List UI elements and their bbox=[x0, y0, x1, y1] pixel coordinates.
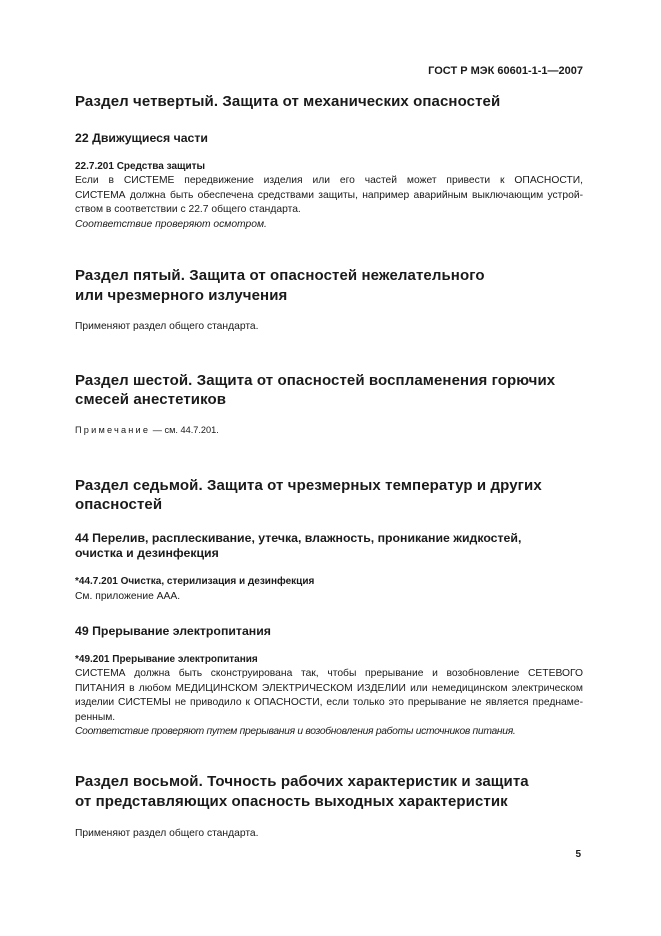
subclause-44-7-201-title: *44.7.201 Очистка, стерилизация и дезинфекция bbox=[75, 576, 315, 587]
section-8-title-line2: от представляющих опасность выходных характеристик bbox=[75, 793, 508, 810]
para-line: СИСТЕМА должна быть обеспечена средствами защиты, например аварийным выключающим устрой- bbox=[75, 189, 583, 201]
section-8-title-line1: Раздел восьмой. Точность рабочих характеристик и защита bbox=[75, 773, 529, 790]
compliance-text: Соответствие проверяют путем прерывания и возобновления работы источников питания. bbox=[75, 726, 516, 737]
compliance-text: Соответствие проверяют осмотром. bbox=[75, 218, 267, 230]
section-6-note bbox=[75, 425, 219, 435]
para-line: ПИТАНИЯ в любом МЕДИЦИНСКОМ ЭЛЕКТРИЧЕСКОМ ИЗДЕЛИИ или немедицинском электрическом bbox=[75, 682, 583, 694]
page-number: 5 bbox=[575, 849, 581, 860]
subclause-22-7-201-text bbox=[75, 174, 583, 232]
subclause-49-201-text bbox=[75, 667, 583, 740]
para-line: ством в соответствии с 22.7 общего стандарта. bbox=[75, 204, 301, 215]
section-6-title-line1: Раздел шестой. Защита от опасностей воспламенения горючих bbox=[75, 372, 556, 389]
clause-44-title-line2: очистка и дезинфекция bbox=[75, 546, 219, 560]
para-line: Если в СИСТЕМЕ передвижение изделия или его частей может привести к ОПАСНОСТИ, bbox=[75, 175, 583, 186]
section-5-title-line1: Раздел пятый. Защита от опасностей нежелательного bbox=[75, 267, 485, 284]
section-7-title-line2: опасностей bbox=[75, 496, 163, 513]
para-line: изделии СИСТЕМЫ не приводило к ОПАСНОСТИ, если только это прерывание не является преднаме- bbox=[75, 697, 583, 708]
para-line: СИСТЕМА должна быть сконструирована так, чтобы прерывание и возобновление СЕТЕВОГО bbox=[75, 668, 583, 679]
para-line: ренным. bbox=[75, 711, 116, 723]
clause-44-title-line1: 44 Перелив, расплескивание, утечка, влажность, проникание жидкостей, bbox=[75, 531, 522, 545]
section-5-title-line2: или чрезмерного излучения bbox=[75, 287, 288, 304]
section-5-text: Применяют раздел общего стандарта. bbox=[75, 321, 259, 332]
section-4-title: Раздел четвертый. Защита от механических опасностей bbox=[75, 93, 501, 110]
section-7-title-line1: Раздел седьмой. Защита от чрезмерных температур и других bbox=[75, 477, 542, 494]
subclause-44-7-201-text: См. приложение ААА. bbox=[75, 591, 181, 602]
note-text: — см. 44.7.201. bbox=[150, 425, 219, 435]
document-header: ГОСТ Р МЭК 60601-1-1—2007 bbox=[428, 65, 583, 77]
section-8-text: Применяют раздел общего стандарта. bbox=[75, 828, 259, 839]
note-label: Примечание bbox=[75, 425, 151, 435]
clause-22-title: 22 Движущиеся части bbox=[75, 131, 208, 145]
clause-49-title: 49 Прерывание электропитания bbox=[75, 624, 271, 638]
subclause-22-7-201-title: 22.7.201 Средства защиты bbox=[75, 161, 206, 172]
section-6-title-line2: смесей анестетиков bbox=[75, 391, 227, 408]
subclause-49-201-title: *49.201 Прерывание электропитания bbox=[75, 654, 258, 665]
